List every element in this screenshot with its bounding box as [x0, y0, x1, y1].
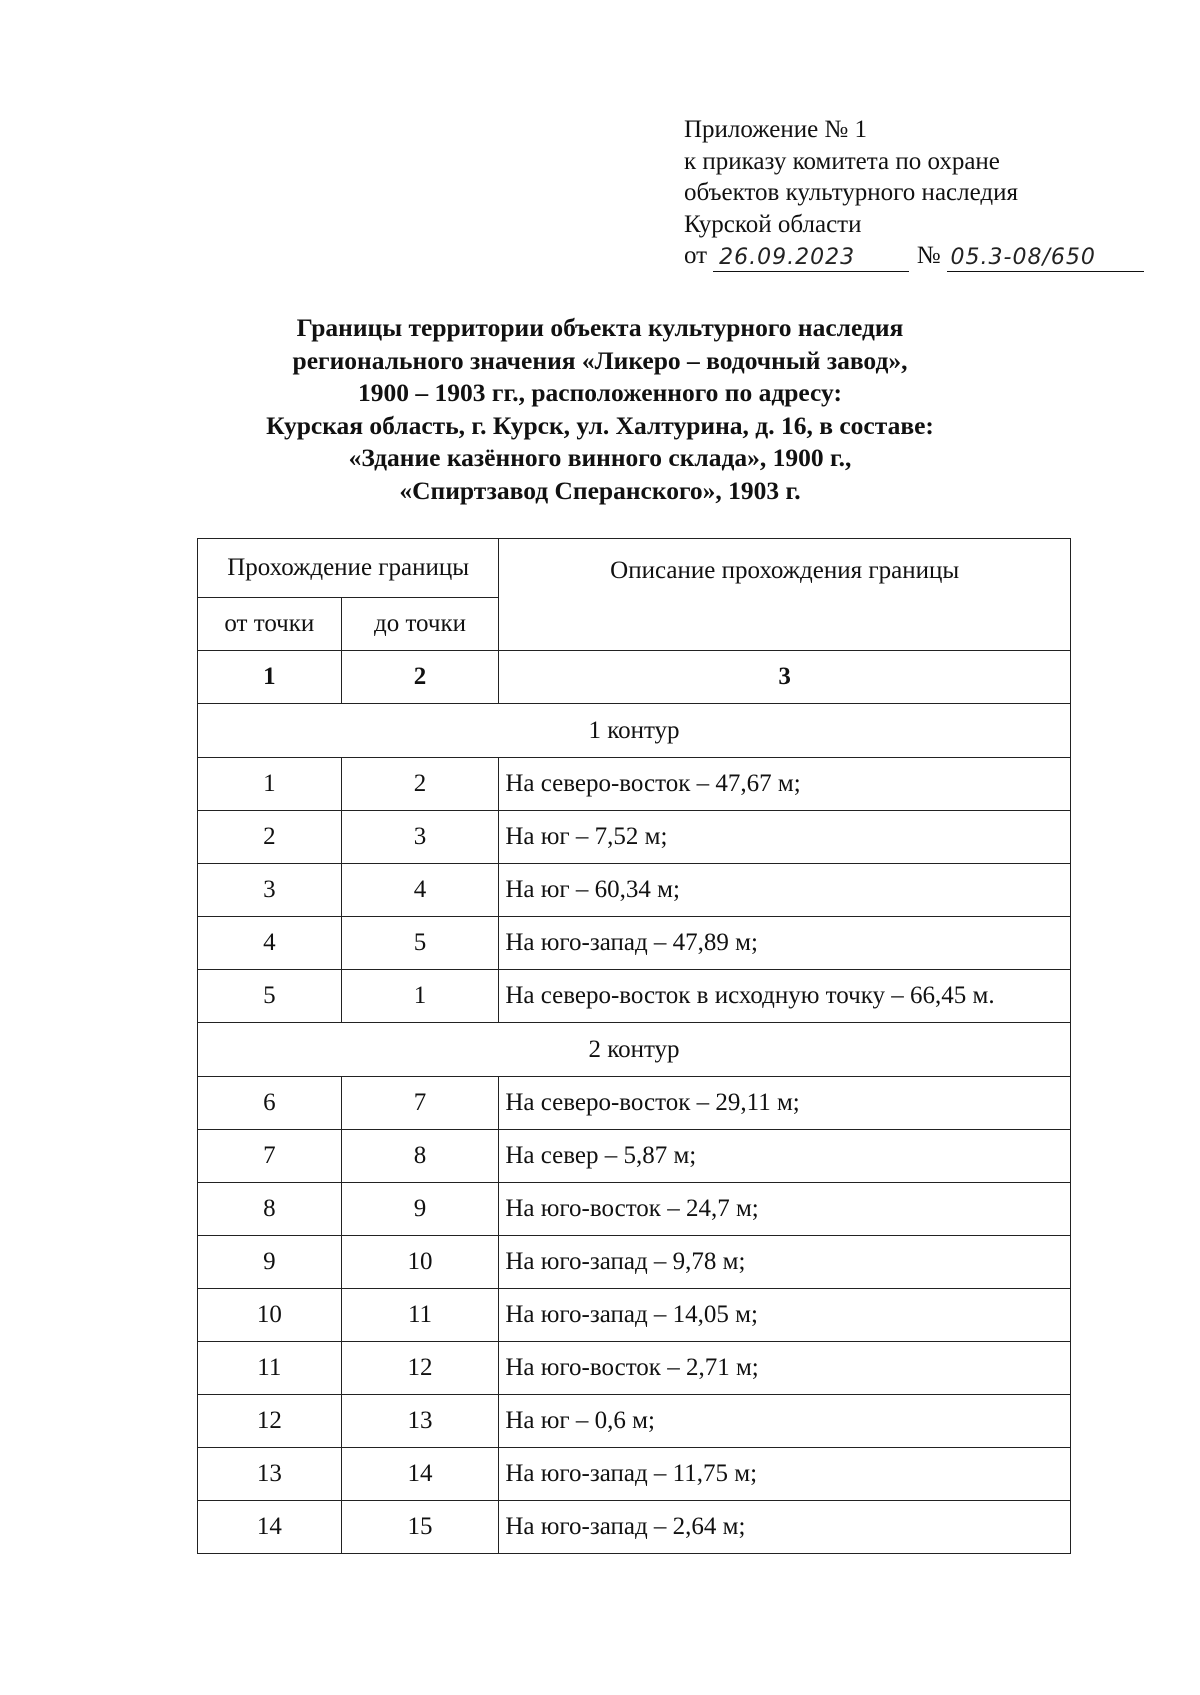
title-line-3: 1900 – 1903 гг., расположенного по адресу: — [358, 378, 842, 407]
title-line-6: «Спиртзавод Сперанского», 1903 г. — [399, 475, 801, 505]
table-row — [198, 1236, 1071, 1289]
from-point-cell: 7 — [198, 1130, 342, 1183]
from-point-cell: 2 — [198, 811, 342, 864]
to-point-cell: 10 — [341, 1236, 499, 1289]
order-date-handwritten: 26.09.2023 — [713, 245, 909, 272]
table-header-row — [198, 539, 1071, 598]
description-cell: На юг – 0,6 м; — [499, 1395, 1071, 1448]
to-point-cell: 5 — [341, 917, 499, 970]
description-cell: На юго-восток – 24,7 м; — [499, 1183, 1071, 1236]
to-point-cell: 3 — [341, 811, 499, 864]
table-row — [198, 1289, 1071, 1342]
description-cell: На юг – 7,52 м; — [499, 811, 1071, 864]
appendix-date-number-line — [684, 240, 1144, 272]
description-cell: На север – 5,87 м; — [499, 1130, 1071, 1183]
header-description: Описание прохождения границы — [499, 539, 1071, 651]
header-to-point: до точки — [341, 598, 499, 651]
contour-label: 1 контур — [198, 704, 1071, 758]
title-line-1: Границы территории объекта культурного наследия — [296, 313, 904, 342]
from-point-cell: 10 — [198, 1289, 342, 1342]
to-point-cell: 2 — [341, 758, 499, 811]
from-point-cell: 13 — [198, 1448, 342, 1501]
to-point-cell: 9 — [341, 1183, 499, 1236]
from-point-cell: 1 — [198, 758, 342, 811]
table-row — [198, 970, 1071, 1023]
from-point-cell: 14 — [198, 1501, 342, 1554]
contour-label: 2 контур — [198, 1023, 1071, 1077]
title-line-4: Курская область, г. Курск, ул. Халтурина, д. 16, в составе: — [266, 410, 934, 440]
number-prefix: № — [916, 242, 941, 269]
table-row — [198, 1342, 1071, 1395]
contour-row — [198, 1023, 1071, 1077]
contour-row — [198, 704, 1071, 758]
header-from-point: от точки — [198, 598, 342, 651]
header-boundary-passage: Прохождение границы — [198, 539, 499, 598]
description-cell: На юго-восток – 2,71 м; — [499, 1342, 1071, 1395]
to-point-cell: 15 — [341, 1501, 499, 1554]
table-row — [198, 811, 1071, 864]
table-row — [198, 1077, 1071, 1130]
description-cell: На юго-запад – 14,05 м; — [499, 1289, 1071, 1342]
date-prefix: от — [684, 242, 708, 269]
table-row — [198, 864, 1071, 917]
from-point-cell: 5 — [198, 970, 342, 1023]
from-point-cell: 12 — [198, 1395, 342, 1448]
appendix-order-ref: к приказу комитета по охране — [684, 147, 1000, 175]
from-point-cell: 6 — [198, 1077, 342, 1130]
appendix-title: Приложение № 1 — [684, 116, 868, 143]
to-point-cell: 1 — [341, 970, 499, 1023]
description-cell: На северо-восток – 29,11 м; — [499, 1077, 1071, 1130]
appendix-block — [684, 114, 1144, 272]
description-cell: На юго-запад – 11,75 м; — [499, 1448, 1071, 1501]
description-cell: На северо-восток – 47,67 м; — [499, 758, 1071, 811]
table-row — [198, 1448, 1071, 1501]
from-point-cell: 8 — [198, 1183, 342, 1236]
table-row — [198, 917, 1071, 970]
from-point-cell: 4 — [198, 917, 342, 970]
table-row — [198, 1130, 1071, 1183]
to-point-cell: 11 — [341, 1289, 499, 1342]
appendix-committee: объектов культурного наследия — [684, 179, 1018, 206]
column-number: 1 — [198, 651, 342, 704]
from-point-cell: 3 — [198, 864, 342, 917]
description-cell: На юго-запад – 47,89 м; — [499, 917, 1071, 970]
appendix-region: Курской области — [684, 210, 862, 238]
description-cell: На юго-запад – 2,64 м; — [499, 1501, 1071, 1554]
order-number-handwritten: 05.3-08/650 — [947, 245, 1144, 272]
description-cell: На юг – 60,34 м; — [499, 864, 1071, 917]
to-point-cell: 14 — [341, 1448, 499, 1501]
from-point-cell: 11 — [198, 1342, 342, 1395]
to-point-cell: 13 — [341, 1395, 499, 1448]
boundary-table — [197, 538, 1071, 1554]
column-number-row — [198, 651, 1071, 704]
document-title — [150, 312, 1050, 507]
to-point-cell: 7 — [341, 1077, 499, 1130]
table-row — [198, 758, 1071, 811]
description-cell: На северо-восток в исходную точку – 66,45 м. — [499, 970, 1071, 1023]
to-point-cell: 12 — [341, 1342, 499, 1395]
table-row — [198, 1395, 1071, 1448]
column-number: 2 — [341, 651, 499, 704]
table-row — [198, 1501, 1071, 1554]
description-cell: На юго-запад – 9,78 м; — [499, 1236, 1071, 1289]
title-line-5: «Здание казённого винного склада», 1900 г., — [348, 443, 852, 472]
title-line-2: регионального значения «Ликеро – водочный завод», — [292, 345, 908, 375]
column-number: 3 — [499, 651, 1071, 704]
from-point-cell: 9 — [198, 1236, 342, 1289]
to-point-cell: 8 — [341, 1130, 499, 1183]
to-point-cell: 4 — [341, 864, 499, 917]
table-row — [198, 1183, 1071, 1236]
